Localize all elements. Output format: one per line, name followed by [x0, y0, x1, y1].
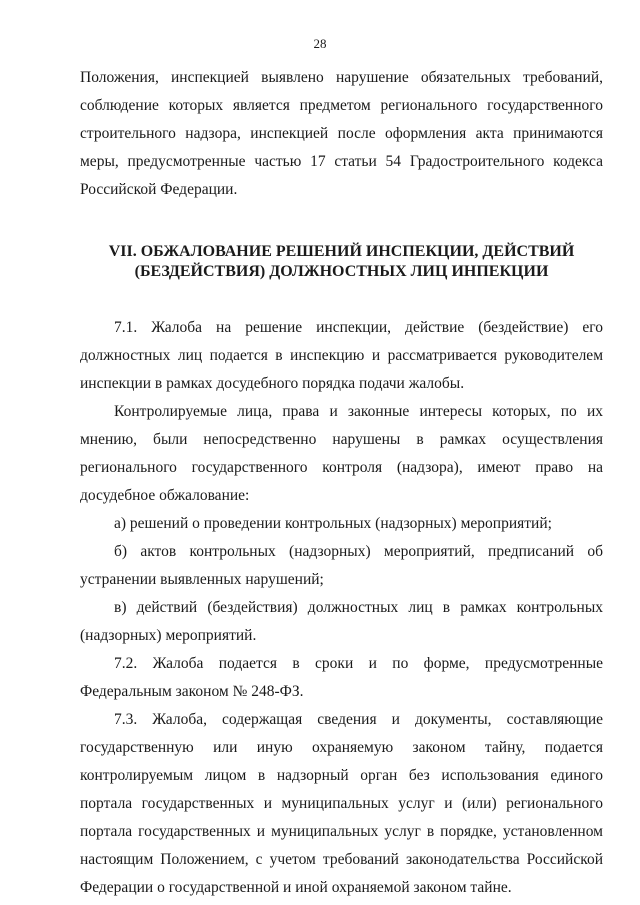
section-heading-line-1: VII. ОБЖАЛОВАНИЕ РЕШЕНИЙ ИНСПЕКЦИИ, ДЕЙСТВИЙ	[108, 243, 575, 260]
paragraph-controlled-persons: Контролируемые лица, права и законные интересы которых, по их мнению, были непосредственно нарушены в рамках осуществления регионального государственного контроля (надзора), имеют право на досудебное обжалование:	[80, 403, 603, 504]
list-item-a: а) решений о проведении контрольных (надзорных) мероприятий;	[114, 515, 552, 532]
paragraph-7-3: 7.3. Жалоба, содержащая сведения и документы, составляющие государственную или иную охраняемую законом тайну, подается контролируемым лицом в надзорный орган без использования единого портала государственных и муниципальных услуг и (или) регионального портала государственных и муниципальных услуг в порядке, установленном настоящим Положением, с учетом требований законодательства Российской Федерации о государственной и иной охраняемой законом тайне.	[80, 711, 603, 896]
intro-paragraph: Положения, инспекцией выявлено нарушение обязательных требований, соблюдение которых является предметом регионального государственного строительного надзора, инспекцией после оформления акта принимаются меры, предусмотренные частью 17 статьи 54 Градостроительного кодекса Российской Федерации.	[80, 69, 603, 198]
list-item-v: в) действий (бездействия) должностных лиц в рамках контрольных (надзорных) мероприятий.	[80, 599, 603, 644]
paragraph-7-1: 7.1. Жалоба на решение инспекции, действие (бездействие) его должностных лиц подается в инспекцию и рассматривается руководителем инспекции в рамках досудебного порядка подачи жалобы.	[80, 319, 603, 392]
section-heading	[80, 242, 603, 282]
page-number: 28	[313, 36, 327, 51]
section-heading-line-2: (БЕЗДЕЙСТВИЯ) ДОЛЖНОСТНЫХ ЛИЦ ИНПЕКЦИИ	[134, 263, 549, 280]
document-body	[80, 64, 603, 902]
list-item-b: б) актов контрольных (надзорных) мероприятий, предписаний об устранении выявленных нарушений;	[80, 543, 603, 588]
paragraph-7-2: 7.2. Жалоба подается в сроки и по форме, предусмотренные Федеральным законом № 248-ФЗ.	[80, 655, 603, 700]
